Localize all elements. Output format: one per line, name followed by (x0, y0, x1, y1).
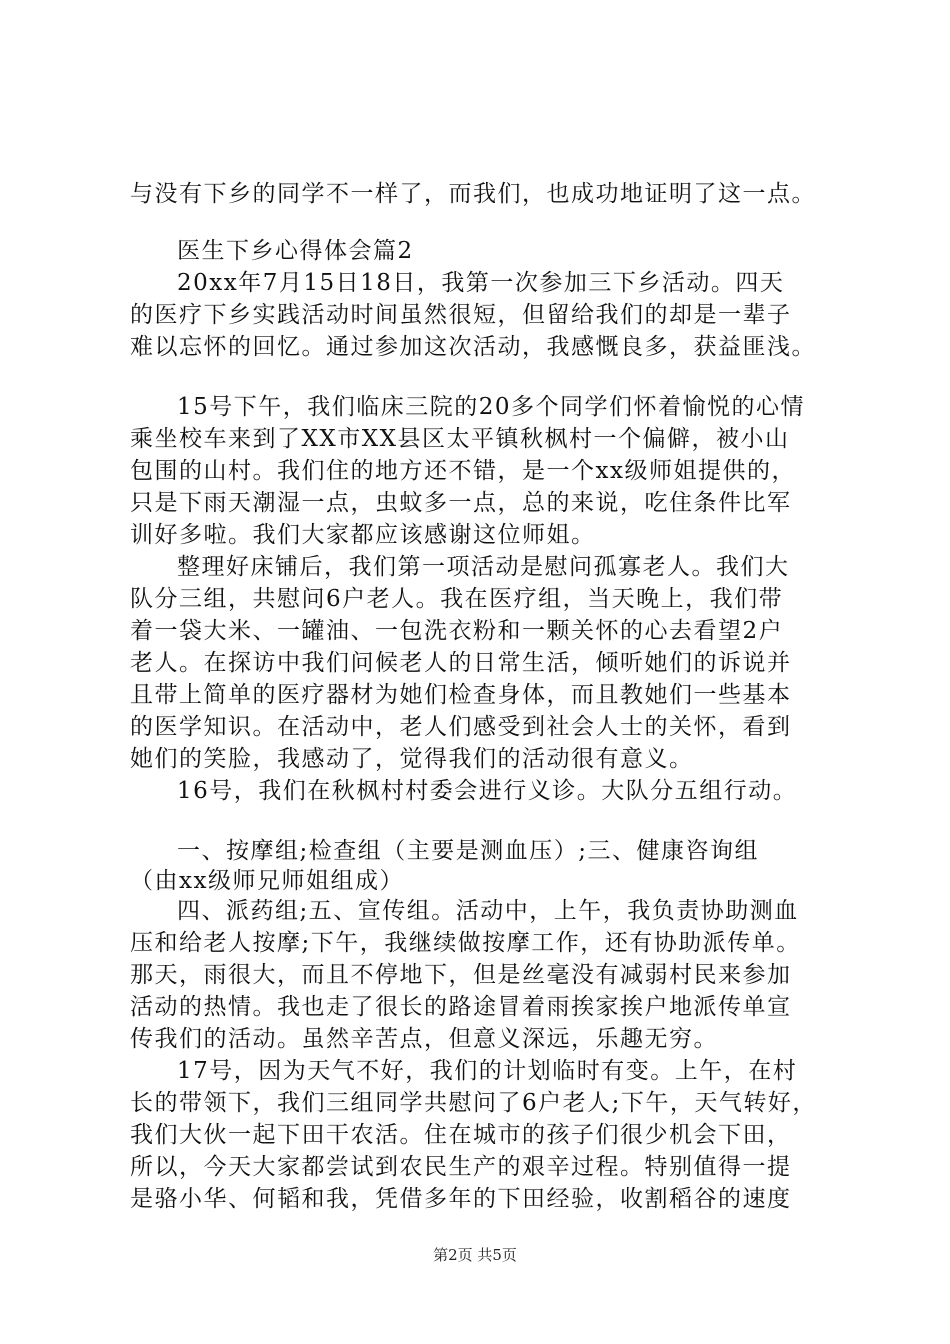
paragraph-line: （由xx级师兄师姐组成） (130, 868, 404, 894)
paragraph-line: 包围的山村。我们住的地方还不错，是一个xx级师姐提供的， (130, 458, 796, 484)
paragraph-line: 队分三组，共慰问6户老人。我在医疗组，当天晚上，我们带 (130, 586, 784, 612)
paragraph-line: 她们的笑脸，我感动了，觉得我们的活动很有意义。 (130, 746, 694, 772)
paragraph-line: 老人。在探访中我们问候老人的日常生活，倾听她们的诉说并 (130, 650, 792, 676)
paragraph-line: 是骆小华、何韬和我，凭借多年的下田经验，收割稻谷的速度 (130, 1186, 792, 1212)
paragraph-line: 难以忘怀的回忆。通过参加这次活动，我感慨良多，获益匪浅。 (130, 334, 816, 360)
paragraph-line: 整理好床铺后，我们第一项活动是慰问孤寡老人。我们大 (177, 554, 790, 580)
paragraph-line: 16号，我们在秋枫村村委会进行义诊。大队分五组行动。 (177, 778, 798, 804)
paragraph-line: 训好多啦。我们大家都应该感谢这位师姐。 (130, 522, 596, 548)
paragraph-line: 20xx年7月15日18日，我第一次参加三下乡活动。四天 (177, 270, 785, 296)
paragraph-line: 一、按摩组;检查组（主要是测血压）;三、健康咨询组 (177, 838, 759, 864)
paragraph-line: 的医学知识。在活动中，老人们感受到社会人士的关怀，看到 (130, 714, 792, 740)
paragraph-line: 着一袋大米、一罐油、一包洗衣粉和一颗关怀的心去看望2户 (130, 618, 784, 644)
paragraph-line: 活动的热情。我也走了很长的路途冒着雨挨家挨户地派传单宣 (130, 994, 792, 1020)
paragraph-line: 长的带领下，我们三组同学共慰问了6户老人;下午，天气转好， (130, 1090, 817, 1116)
paragraph-line: 乘坐校车来到了XX市XX县区太平镇秋枫村一个偏僻，被小山 (130, 426, 790, 452)
paragraph-line: 我们大伙一起下田干农活。住在城市的孩子们很少机会下田， (130, 1122, 792, 1148)
paragraph-line: 与没有下乡的同学不一样了，而我们，也成功地证明了这一点。 (130, 181, 816, 207)
paragraph-line: 四、派药组;五、宣传组。活动中，上午，我负责协助测血 (177, 898, 799, 924)
paragraph-line: 传我们的活动。虽然辛苦点，但意义深远，乐趣无穷。 (130, 1026, 718, 1052)
paragraph-line: 且带上简单的医疗器材为她们检查身体，而且教她们一些基本 (130, 682, 792, 708)
paragraph-line: 所以，今天大家都尝试到农民生产的艰辛过程。特别值得一提 (130, 1154, 792, 1180)
paragraph-line: 15号下午，我们临床三院的20多个同学们怀着愉悦的心情 (177, 394, 806, 420)
section-heading: 医生下乡心得体会篇2 (177, 238, 414, 264)
paragraph-line: 那天，雨很大，而且不停地下，但是丝毫没有减弱村民来参加 (130, 962, 792, 988)
page-number-footer: 第2页 共5页 (433, 1246, 517, 1264)
paragraph-line: 只是下雨天潮湿一点，虫蚊多一点，总的来说，吃住条件比军 (130, 490, 792, 516)
paragraph-line: 的医疗下乡实践活动时间虽然很短，但留给我们的却是一辈子 (130, 302, 792, 328)
paragraph-line: 压和给老人按摩;下午，我继续做按摩工作，还有协助派传单。 (130, 930, 801, 956)
paragraph-line: 17号，因为天气不好，我们的计划临时有变。上午，在村 (177, 1058, 798, 1084)
